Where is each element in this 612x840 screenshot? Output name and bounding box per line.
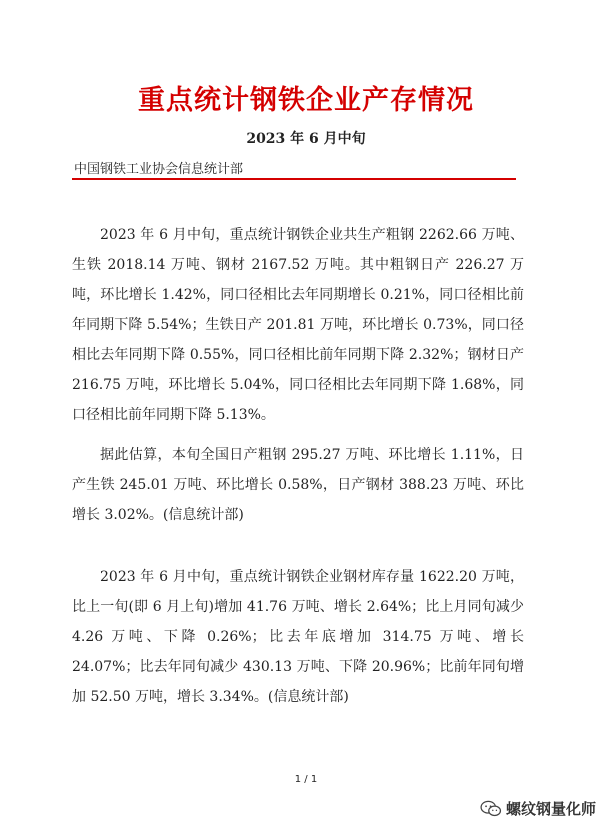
wechat-icon — [480, 800, 502, 818]
watermark-text: 螺纹钢量化师 — [505, 800, 596, 818]
page-indicator: 1 / 1 — [294, 774, 318, 785]
header-divider — [72, 178, 516, 180]
watermark — [480, 798, 596, 819]
document-title: 重点统计钢铁企业产存情况 — [138, 85, 474, 116]
paragraph-production: 2023 年 6 月中旬，重点统计钢铁企业共生产粗钢 2262.66 万吨、生铁 2018.14 万吨、钢材 2167.52 万吨。其中粗钢日产 226.27 万吨，环比增长 1.42%，同口径相比去年同期增长 0.21%，同口径相比前年同期下降 5.54%；生铁日产 201.81 万吨，环比增长 0.73%，同口径相比去年同期下降 0.55%，同口径相比前年同期下降 2.32%；钢材日产 216.75 万吨，环比增长 5.04%，同口径相比去年同期下降 1.68%，同口径相比前年同期下降 5.13%。 — [72, 227, 524, 423]
document-date: 2023 年 6 月中旬 — [246, 131, 366, 147]
paragraph-inventory: 2023 年 6 月中旬，重点统计钢铁企业钢材库存量 1622.20 万吨，比上一旬(即 6 月上旬)增加 41.76 万吨、增长 2.64%；比上月同旬减少 4.26 万吨、下降 0.26%；比去年底增加 314.75 万吨、增长 24.07%；比去年同旬减少 430.13 万吨、下降 20.96%；比前年同旬增加 52.50 万吨，增长 3.34%。(信息统计部) — [72, 569, 524, 705]
department-name: 中国钢铁工业协会信息统计部 — [74, 162, 244, 177]
paragraph-national-estimate: 据此估算，本旬全国日产粗钢 295.27 万吨、环比增长 1.11%，日产生铁 245.01 万吨、环比增长 0.58%，日产钢材 388.23 万吨、环比增长 3.02%。(信息统计部) — [72, 447, 524, 523]
